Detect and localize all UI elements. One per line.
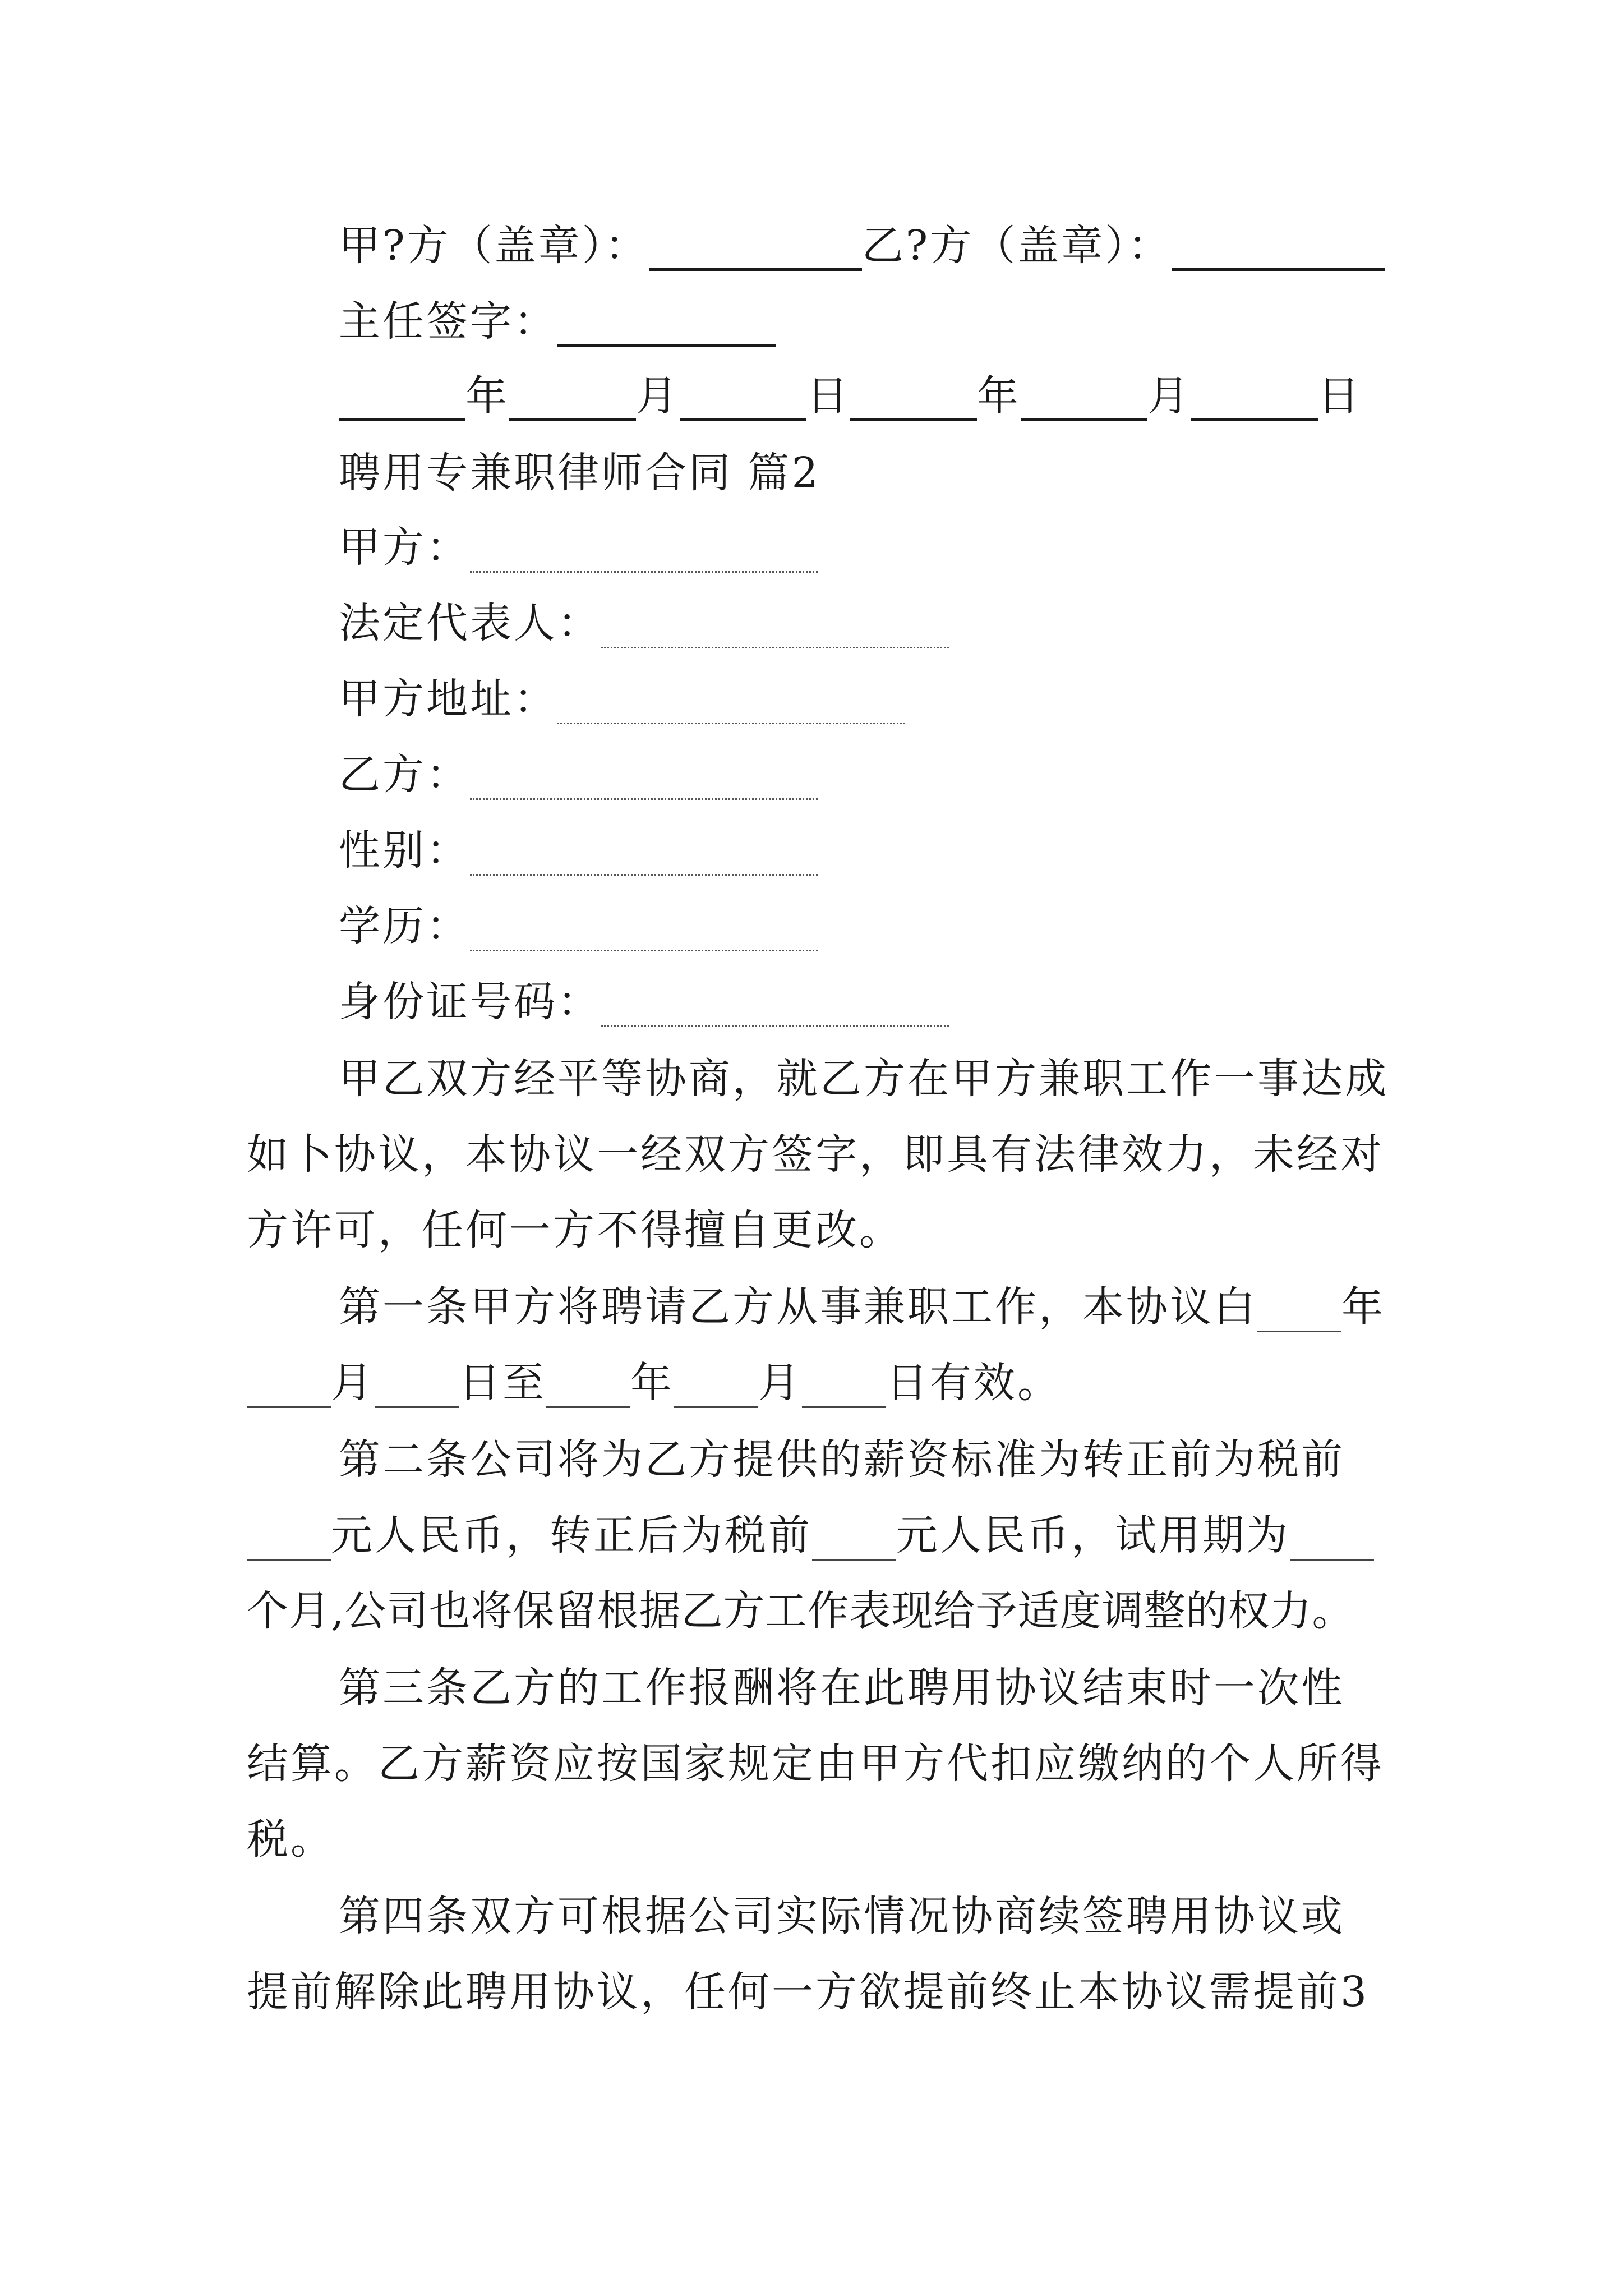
- date-blank[interactable]: [850, 379, 977, 421]
- article-2-text: 元人民币，试用期为: [896, 1511, 1290, 1559]
- field-blank[interactable]: [557, 683, 905, 724]
- field-blank[interactable]: [601, 986, 949, 1027]
- intro-line: 甲乙双方经平等协商，就乙方在甲方兼职工作一事达成: [339, 1055, 1389, 1103]
- article-1-line: [339, 1282, 1385, 1332]
- field-party-b: [339, 749, 818, 800]
- month-label: 月: [1147, 372, 1191, 420]
- director-sign-blank[interactable]: [557, 305, 776, 347]
- probation-blank[interactable]: [1290, 1525, 1374, 1561]
- article-3-line: 第三条乙方的工作报酬将在此聘用协议结束时一次性: [339, 1664, 1345, 1712]
- article-2-line: [247, 1510, 1374, 1561]
- article-2-line: 第二条公司将为乙方提供的薪资标准为转正前为税前: [339, 1435, 1345, 1484]
- article-3-line: 税。: [247, 1815, 334, 1864]
- date-blank[interactable]: [1257, 1297, 1341, 1332]
- director-sign-line: [339, 296, 776, 347]
- field-label: 乙方：: [339, 751, 470, 799]
- day-label: 日有效。: [886, 1359, 1061, 1407]
- day-label: 日: [806, 372, 850, 420]
- article-3-line: 结算。乙方薪资应按国家规定由甲方代扣应缴纳的个人所得: [247, 1740, 1384, 1788]
- date-blank[interactable]: [680, 379, 806, 421]
- party-a-seal-blank[interactable]: [649, 229, 862, 271]
- date-blank[interactable]: [546, 1373, 630, 1408]
- salary-blank[interactable]: [812, 1525, 896, 1561]
- field-party-a: [339, 522, 818, 573]
- year-label: 年: [977, 372, 1021, 420]
- field-legal-rep: [339, 598, 949, 648]
- day-label: 日: [1318, 372, 1362, 420]
- field-id-number: [339, 977, 949, 1027]
- article-2-text: 元人民币，转正后为税前: [331, 1511, 812, 1559]
- field-party-a-address: [339, 674, 905, 724]
- date-blank[interactable]: [509, 379, 636, 421]
- article-1-line: [247, 1358, 1061, 1408]
- field-blank[interactable]: [470, 759, 818, 800]
- field-blank[interactable]: [470, 835, 818, 876]
- field-blank[interactable]: [470, 532, 818, 573]
- year-label: 年: [630, 1359, 674, 1407]
- field-blank[interactable]: [601, 608, 949, 648]
- month-label: 月: [331, 1359, 375, 1407]
- month-label: 月: [758, 1359, 802, 1407]
- date-blank[interactable]: [1191, 379, 1318, 421]
- field-education: [339, 901, 818, 951]
- intro-line: 方许可，任何一方不得擅自更改。: [247, 1206, 903, 1254]
- date-blank[interactable]: [674, 1373, 758, 1408]
- salary-blank[interactable]: [247, 1525, 331, 1561]
- field-label: 甲方地址：: [339, 675, 557, 723]
- field-label: 性别：: [339, 826, 470, 875]
- intro-line: 如卜协议，本协议一经双方签字，即具有法律效力，未经对: [247, 1130, 1384, 1179]
- director-sign-label: 主任签字：: [339, 297, 557, 346]
- month-label: 月: [636, 372, 680, 420]
- date-blank[interactable]: [375, 1373, 459, 1408]
- section-title: 聘用专兼职律师合同 篇2: [339, 449, 820, 497]
- article-1-text: 第一条甲方将聘请乙方从事兼职工作，本协议白: [339, 1283, 1257, 1331]
- date-blank[interactable]: [339, 379, 465, 421]
- year-label: 年: [1341, 1283, 1385, 1331]
- field-label: 法定代表人：: [339, 599, 601, 647]
- party-b-seal-label: 乙?方（盖章）：: [861, 222, 1172, 270]
- field-gender: [339, 825, 818, 876]
- date-blank[interactable]: [1021, 379, 1147, 421]
- field-label: 身份证号码：: [339, 978, 601, 1026]
- article-4-line: 提前解除此聘用协议，任何一方欲提前终止本协议需提前3: [247, 1968, 1370, 2016]
- article-2-line: 个月,公司也将保留根据乙方工作表现给予适度调整的权力。: [247, 1587, 1354, 1635]
- seal-line: [339, 220, 1385, 271]
- field-label: 甲方：: [339, 523, 470, 572]
- party-b-seal-blank[interactable]: [1172, 229, 1385, 271]
- day-label: 日至: [459, 1359, 546, 1407]
- date-line: [339, 371, 1362, 421]
- article-4-line: 第四条双方可根据公司实际情况协商续签聘用协议或: [339, 1892, 1345, 1940]
- field-blank[interactable]: [470, 910, 818, 951]
- date-blank[interactable]: [802, 1373, 886, 1408]
- party-a-seal-label: 甲?方（盖章）：: [339, 222, 649, 270]
- field-label: 学历：: [339, 902, 470, 950]
- year-label: 年: [465, 372, 509, 420]
- date-blank[interactable]: [247, 1373, 331, 1408]
